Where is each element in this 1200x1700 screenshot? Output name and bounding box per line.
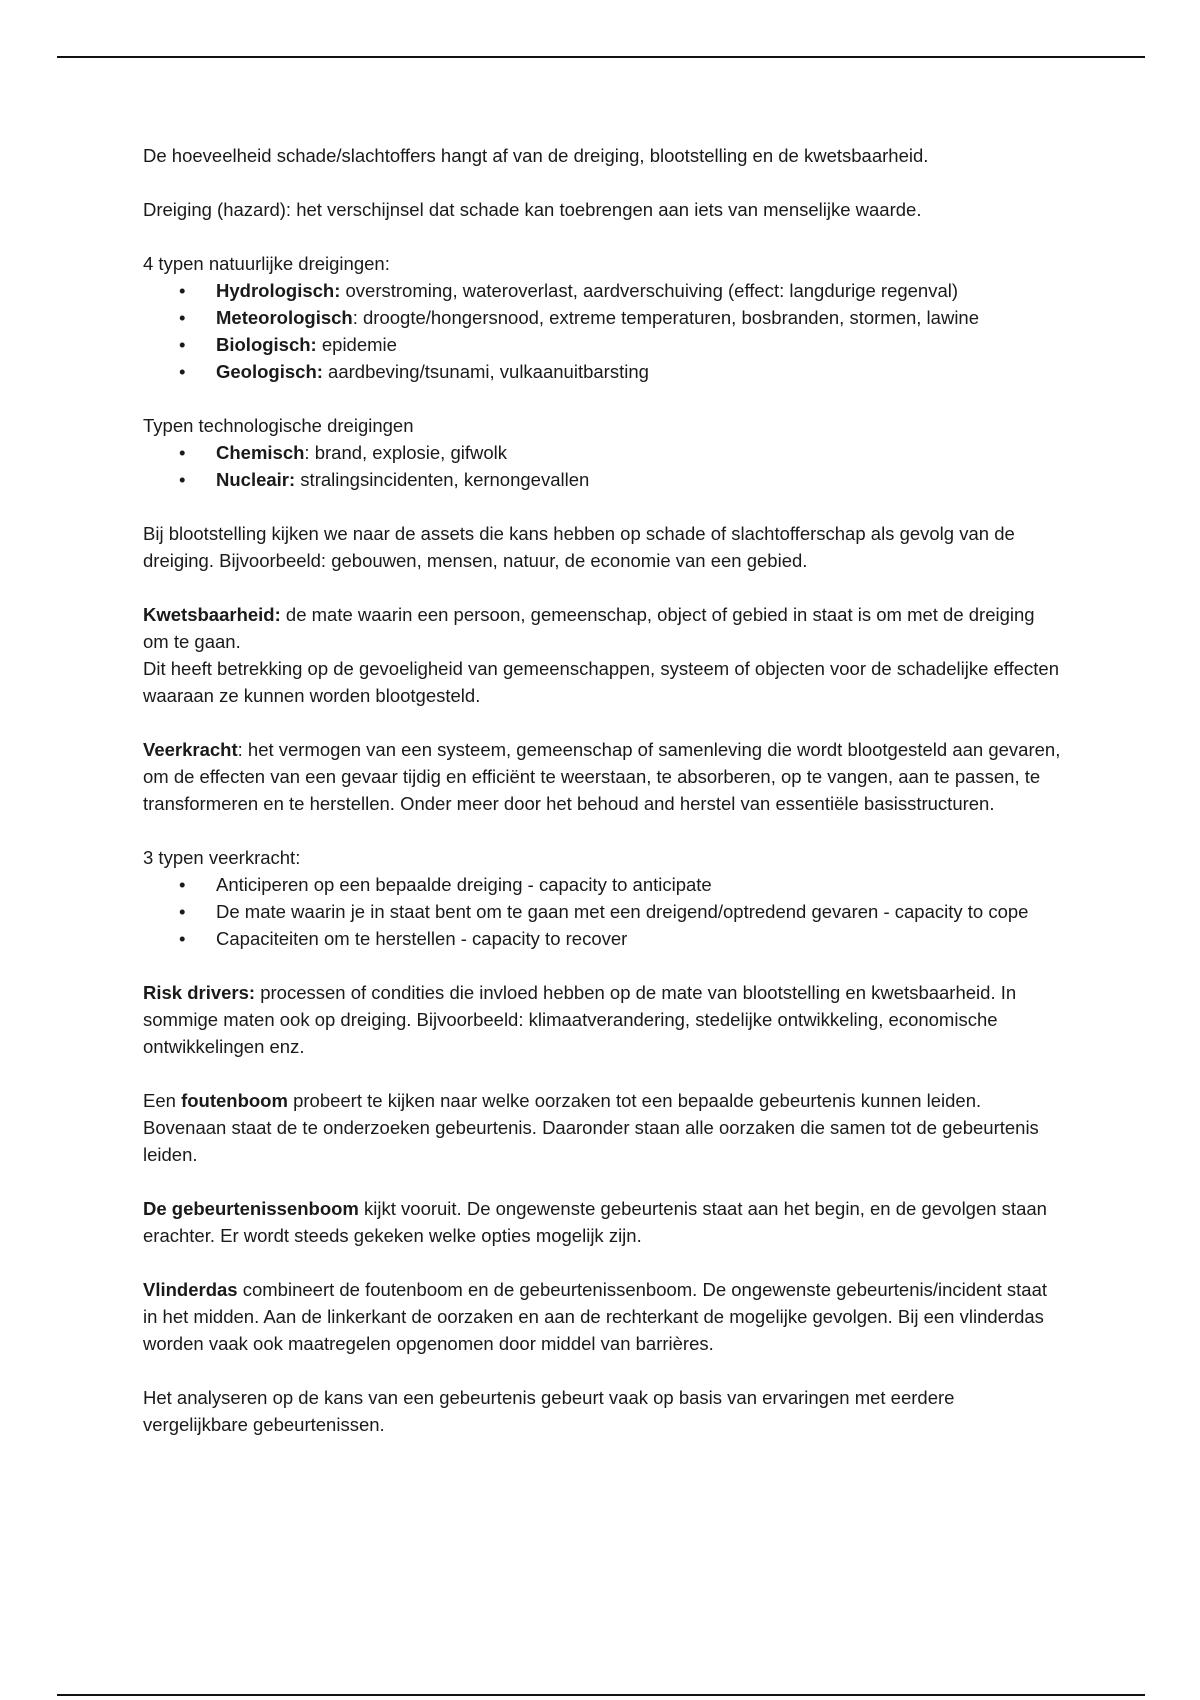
definition: aardbeving/tsunami, vulkaanuitbarsting bbox=[322, 361, 649, 382]
top-rule bbox=[57, 56, 1145, 58]
definition: combineert de foutenboom en de gebeurtenissenboom. De ongewenste gebeurtenis/incident staat in het midden. Aan de linkerkant de oorzaken en aan de rechterkant de mogelijke gevolgen. Bij een vlinderdas worden vaak ook maatregelen opgenomen door middel van barrières. bbox=[143, 1279, 1047, 1354]
paragraph-blootstelling: Bij blootstelling kijken we naar de assets die kans hebben op schade of slachtofferschap als gevolg van de dreiging. Bijvoorbeeld: gebouwen, mensen, natuur, de economie van een gebied. bbox=[143, 523, 1015, 571]
term: Chemisch bbox=[216, 442, 305, 463]
definition: : het vermogen van een systeem, gemeenschap of samenleving die wordt blootgesteld aan gevaren, om de effecten van een gevaar tijdig en efficiënt te weerstaan, te absorberen, op te vangen, aan te passen, te transformeren en te herstellen. Onder meer door het behoud and herstel van essentiële basisstructuren. bbox=[143, 739, 1061, 814]
list-item bbox=[143, 898, 1063, 925]
definition: : brand, explosie, gifwolk bbox=[304, 442, 508, 463]
list-item bbox=[143, 439, 1063, 466]
tech-hazards-section bbox=[143, 412, 1063, 493]
document-body bbox=[143, 142, 1063, 1465]
term: Nucleair: bbox=[216, 469, 296, 490]
term: Hydrologisch: bbox=[216, 280, 341, 301]
paragraph-schade: De hoeveelheid schade/slachtoffers hangt af van de dreiging, blootstelling en de kwetsbaarheid. bbox=[143, 145, 929, 166]
natural-hazards-intro: 4 typen natuurlijke dreigingen: bbox=[143, 253, 390, 274]
item-text: Anticiperen op een bepaalde dreiging - capacity to anticipate bbox=[216, 874, 712, 895]
veerkracht-types-intro: 3 typen veerkracht: bbox=[143, 847, 301, 868]
bullet-icon: • bbox=[179, 334, 186, 355]
term: Biologisch: bbox=[216, 334, 317, 355]
definition: : droogte/hongersnood, extreme temperaturen, bosbranden, stormen, lawine bbox=[352, 307, 980, 328]
bullet-icon: • bbox=[179, 280, 186, 301]
bullet-icon: • bbox=[179, 928, 186, 949]
list-item bbox=[143, 331, 1063, 358]
bullet-icon: • bbox=[179, 442, 186, 463]
tech-hazards-list bbox=[143, 439, 1063, 493]
gebeurtenissenboom-definition bbox=[143, 1195, 1063, 1249]
list-item bbox=[143, 871, 1063, 898]
definition: stralingsincidenten, kernongevallen bbox=[295, 469, 590, 490]
paragraph-analyse: Het analyseren op de kans van een gebeurtenis gebeurt vaak op basis van ervaringen met eerdere vergelijkbare gebeurtenissen. bbox=[143, 1387, 955, 1435]
definition: overstroming, wateroverlast, aardverschuiving (effect: langdurige regenval) bbox=[340, 280, 959, 301]
bottom-rule bbox=[57, 1694, 1145, 1696]
list-item bbox=[143, 466, 1063, 493]
term: Meteorologisch bbox=[216, 307, 353, 328]
list-item bbox=[143, 358, 1063, 385]
bullet-icon: • bbox=[179, 469, 186, 490]
definition: de mate waarin een persoon, gemeenschap, object of gebied in staat is om met de dreiging om te gaan. bbox=[143, 604, 1035, 652]
list-item bbox=[143, 277, 1063, 304]
definition: processen of condities die invloed hebben op de mate van blootstelling en kwetsbaarheid. In sommige maten ook op dreiging. Bijvoorbeeld: klimaatverandering, stedelijke ontwikkeling, economische ontwikkelingen enz. bbox=[143, 982, 1017, 1057]
list-item bbox=[143, 304, 1063, 331]
paragraph-dreiging: Dreiging (hazard): het verschijnsel dat schade kan toebrengen aan iets van menselijke waarde. bbox=[143, 199, 922, 220]
bullet-icon: • bbox=[179, 874, 186, 895]
definition: probeert te kijken naar welke oorzaken tot een bepaalde gebeurtenis kunnen leiden. Bovenaan staat de te onderzoeken gebeurtenis. Daaronder staan alle oorzaken die samen tot de gebeurtenis leiden. bbox=[143, 1090, 1039, 1165]
risk-drivers-definition bbox=[143, 979, 1063, 1060]
definition: epidemie bbox=[316, 334, 397, 355]
natural-hazards-section bbox=[143, 250, 1063, 385]
bullet-icon: • bbox=[179, 361, 186, 382]
kwetsbaarheid-section bbox=[143, 601, 1063, 709]
veerkracht-definition bbox=[143, 736, 1063, 817]
item-text: Capaciteiten om te herstellen - capacity to recover bbox=[216, 928, 628, 949]
kwetsbaarheid-definition bbox=[143, 601, 1063, 655]
kwetsbaarheid-extra: Dit heeft betrekking op de gevoeligheid van gemeenschappen, systeem of objecten voor de schadelijke effecten waaraan ze kunnen worden blootgesteld. bbox=[143, 658, 1060, 706]
term: Vlinderdas bbox=[143, 1279, 238, 1300]
term: foutenboom bbox=[181, 1090, 288, 1111]
prefix: Een bbox=[143, 1090, 182, 1111]
veerkracht-types-section bbox=[143, 844, 1063, 952]
veerkracht-types-list bbox=[143, 871, 1063, 952]
term: Risk drivers: bbox=[143, 982, 256, 1003]
term: Kwetsbaarheid: bbox=[143, 604, 281, 625]
list-item bbox=[143, 925, 1063, 952]
foutenboom-definition bbox=[143, 1087, 1063, 1168]
vlinderdas-definition bbox=[143, 1276, 1063, 1357]
term: Veerkracht bbox=[143, 739, 238, 760]
term: De gebeurtenissenboom bbox=[143, 1198, 359, 1219]
natural-hazards-list bbox=[143, 277, 1063, 385]
tech-hazards-intro: Typen technologische dreigingen bbox=[143, 415, 414, 436]
bullet-icon: • bbox=[179, 307, 186, 328]
definition: kijkt vooruit. De ongewenste gebeurtenis staat aan het begin, en de gevolgen staan erachter. Er wordt steeds gekeken welke opties mogelijk zijn. bbox=[143, 1198, 1047, 1246]
bullet-icon: • bbox=[179, 901, 186, 922]
item-text: De mate waarin je in staat bent om te gaan met een dreigend/optredend gevaren - capacity to cope bbox=[216, 901, 1029, 922]
term: Geologisch: bbox=[216, 361, 323, 382]
